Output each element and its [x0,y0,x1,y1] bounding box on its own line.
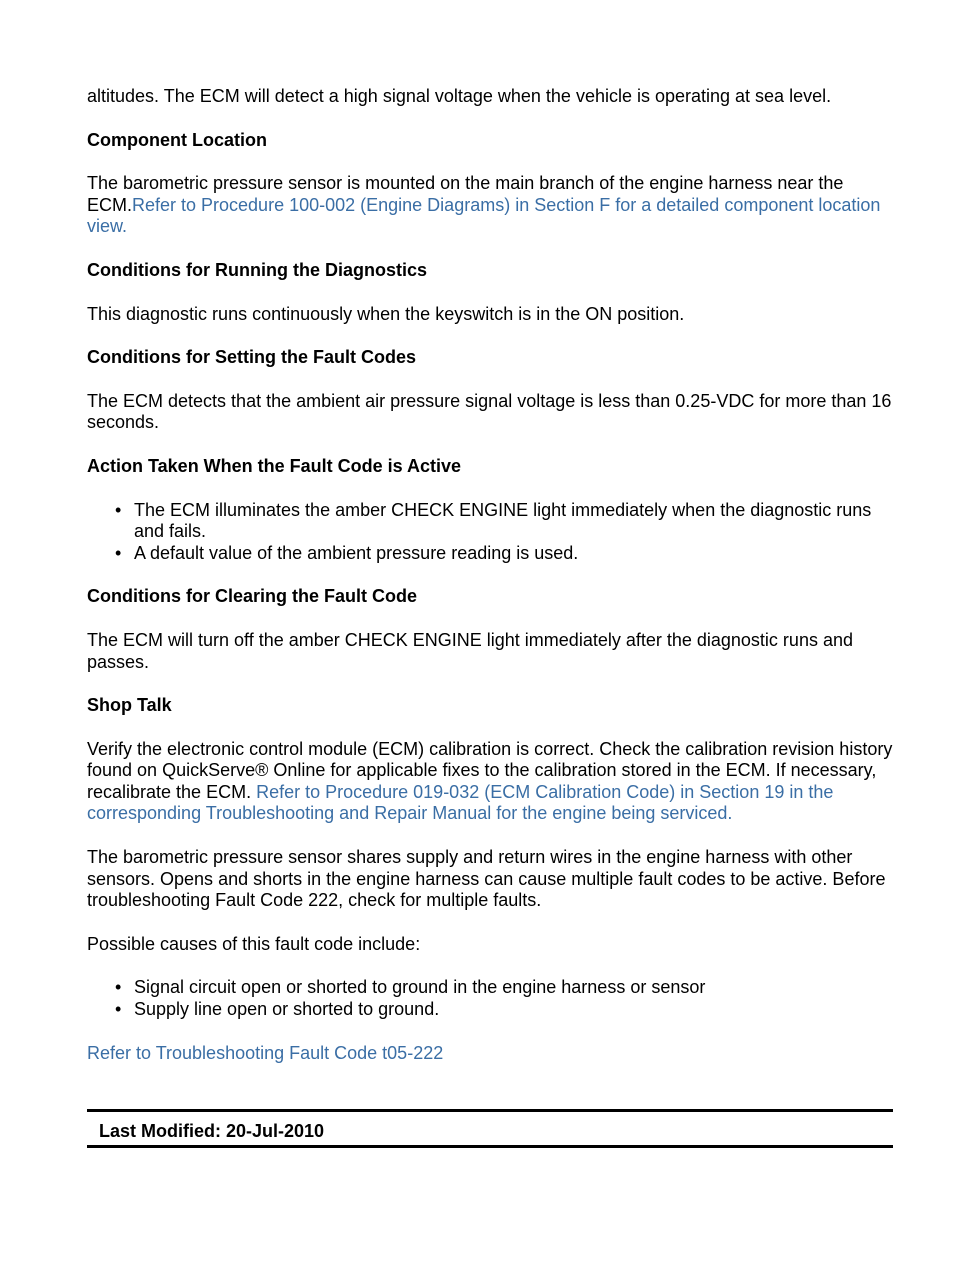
engine-diagrams-link[interactable]: Refer to Procedure 100-002 (Engine Diagrams) in Section F for a detailed component location view. [87,194,881,237]
possible-causes-intro: Possible causes of this fault code include: [87,933,421,954]
running-diagnostics-text: This diagnostic runs continuously when the keyswitch is in the ON position. [87,303,685,324]
clearing-fault-code-heading: Conditions for Clearing the Fault Code [87,586,417,607]
running-diagnostics-heading: Conditions for Running the Diagnostics [87,259,427,280]
troubleshooting-link-paragraph [87,1043,897,1065]
component-location-heading: Component Location [87,129,267,150]
shop-talk-heading: Shop Talk [87,695,172,716]
setting-fault-codes-text: The ECM detects that the ambient air pressure signal voltage is less than 0.25-VDC for more than 16 seconds. [87,390,892,433]
troubleshooting-fault-code-link[interactable]: Refer to Troubleshooting Fault Code t05-222 [87,1042,444,1063]
component-location-paragraph [87,173,897,238]
action-taken-list [87,500,897,565]
list-item: • A default value of the ambient pressure reading is used. [134,543,897,565]
last-modified-footer [87,1109,893,1148]
intro-tail-text: altitudes. The ECM will detect a high signal voltage when the vehicle is operating at sea level. [87,86,832,106]
list-item: • Supply line open or shorted to ground. [134,999,897,1021]
shop-talk-paragraph-2: The barometric pressure sensor shares supply and return wires in the engine harness with other sensors. Opens and shorts in the engine harness can cause multiple fault codes to be active. Before troubleshooting Fault Code 222, check for multiple faults. [87,847,886,911]
setting-fault-codes-heading: Conditions for Setting the Fault Codes [87,347,416,368]
shop-talk-text-1: Verify the electronic control module (ECM) calibration is correct. Check the calibration revision history found on QuickServe® Online for applicable fixes to the calibration stored in the ECM. If necessary, recalibrate the ECM. [87,738,893,802]
action-taken-heading: Action Taken When the Fault Code is Active [87,455,462,476]
shop-talk-paragraph-1 [87,739,897,825]
last-modified-text: Last Modified: 20-Jul-2010 [99,1121,325,1141]
list-item: • Signal circuit open or shorted to ground in the engine harness or sensor [134,977,897,999]
possible-causes-list [87,977,897,1020]
list-item: • The ECM illuminates the amber CHECK ENGINE light immediately when the diagnostic runs and fails. [134,500,897,543]
ecm-calibration-link[interactable]: Refer to Procedure 019-032 (ECM Calibration Code) in Section 19 in the corresponding Troubleshooting and Repair Manual for the engine being serviced. [87,781,834,824]
document-body [87,86,897,1086]
clearing-fault-code-text: The ECM will turn off the amber CHECK ENGINE light immediately after the diagnostic runs and passes. [87,629,853,672]
component-location-text: The barometric pressure sensor is mounted on the main branch of the engine harness near the ECM. [87,173,844,215]
